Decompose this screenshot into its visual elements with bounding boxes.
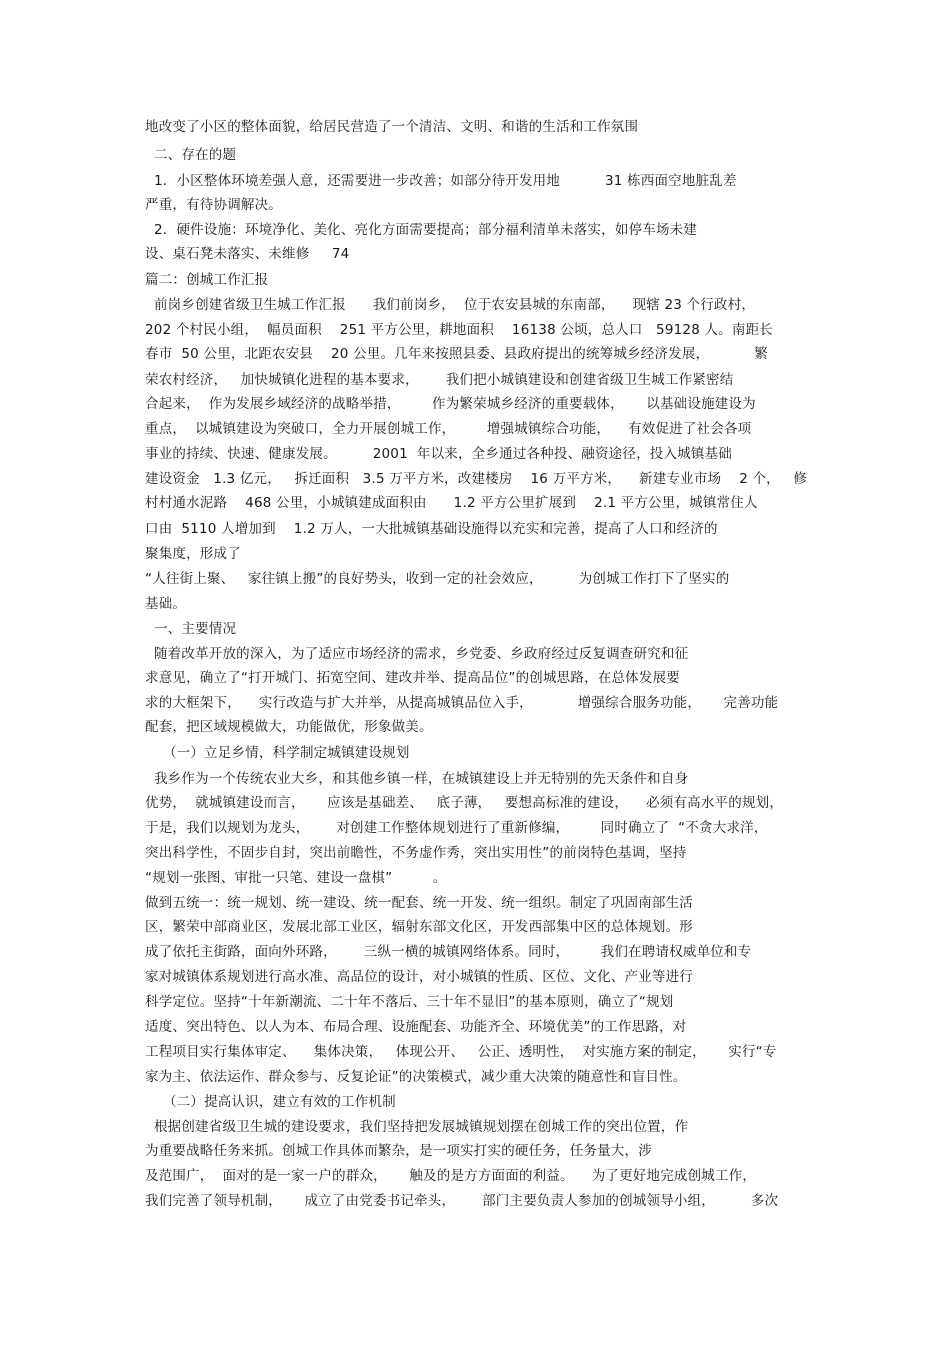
section-heading: 篇二：创城工作汇报 <box>145 272 269 288</box>
text-line: 重点， 以城镇建设为突破口，全力开展创城工作， 增强城镇综合功能， 有效促进了社会各项 <box>145 421 752 437</box>
text-line: 为重要战略任务来抓。创城工作具体而繁杂，是一项实打实的硬任务，任务量大，涉 <box>145 1143 652 1159</box>
text-line: 我们完善了领导机制， 成立了由党委书记牵头， 部门主要负责人参加的创城领导小组， 多次 <box>145 1193 779 1209</box>
text-line: 优势， 就城镇建设而言， 应该是基础差、 底子薄， 要想高标准的建设， 必须有高水平的规划， <box>145 795 784 811</box>
text-line: 设、桌石凳未落实、未维修 74 <box>145 246 350 262</box>
text-line: 1．小区整体环境差强人意，还需要进一步改善；如部分待开发用地 31 栋西面空地脏乱差 <box>145 173 737 189</box>
text-line: 严重，有待协调解决。 <box>145 197 282 213</box>
text-line: 及范围广， 面对的是一家一户的群众， 触及的是方方面面的利益。 为了更好地完成创城工作， <box>145 1168 757 1184</box>
text-line: 荣农村经济， 加快城镇化进程的基本要求， 我们把小城镇建设和创建省级卫生城工作紧密结 <box>145 372 734 388</box>
text-line: 202 个村民小组， 幅员面积 251 平方公里，耕地面积 16138 公顷，总人口 59128 人。南距长 <box>145 322 773 338</box>
text-line: 适度、突出特色、以人为本、布局合理、设施配套、功能齐全、环境优美”的工作思路，对 <box>145 1019 687 1035</box>
text-line: 配套，把区域规模做大，功能做优，形象做美。 <box>145 719 433 735</box>
text-line: 基础。 <box>145 596 187 612</box>
text-line: 我乡作为一个传统农业大乡，和其他乡镇一样，在城镇建设上并无特别的先天条件和自身 <box>145 771 689 787</box>
text-line: 突出科学性，不固步自封，突出前瞻性，不务虚作秀，突出实用性”的前岗特色基调，坚持 <box>145 845 687 861</box>
text-line: 聚集度，形成了 <box>145 546 241 562</box>
text-line: 地改变了小区的整体面貌，给居民营造了一个清洁、文明、和谐的生活和工作氛围 <box>145 119 639 135</box>
text-line: 建设资金 1.3 亿元， 拆迁面积 3.5 万平方米，改建楼房 16 万平方米， 新建专业市场 2 个， 修 <box>145 471 808 487</box>
text-line: “规划一张图、审批一只笔、建设一盘棋” 。 <box>145 870 447 886</box>
text-line: 于是，我们以规划为龙头， 对创建工作整体规划进行了重新修编， 同时确立了 “不贪大求洋， <box>145 820 768 836</box>
text-line: 前岗乡创建省级卫生城工作汇报 我们前岗乡， 位于农安县城的东南部， 现辖 23 个行政村， <box>145 297 756 313</box>
text-line: 求意见，确立了“打开城门、拓宽空间、建改并举、提高品位”的创城思路，在总体发展要 <box>145 670 680 686</box>
section-heading: 一、主要情况 <box>145 621 237 637</box>
text-line: 事业的持续、快速、健康发展。 2001 年以来，全乡通过各种投、融资途径，投入城镇基础 <box>145 446 732 462</box>
text-line: 成了依托主街路，面向外环路， 三纵一横的城镇网络体系。同时， 我们在聘请权威单位和专 <box>145 944 752 960</box>
text-line: 随着改革开放的深入，为了适应市场经济的需求，乡党委、乡政府经过反复调查研究和征 <box>145 646 689 662</box>
text-line: 工程项目实行集体审定、 集体决策， 体现公开、 公正、透明性， 对实施方案的制定， 实行“专 <box>145 1044 777 1060</box>
text-line: 合起来， 作为发展乡域经济的战略举措， 作为繁荣城乡经济的重要载体， 以基础设施建设为 <box>145 396 756 412</box>
subsection-heading: （二）提高认识，建立有效的工作机制 <box>145 1094 396 1110</box>
subsection-heading: （一）立足乡情，科学制定城镇建设规划 <box>145 745 410 761</box>
text-line: 家为主、依法运作、群众参与、反复论证”的决策模式，减少重大决策的随意性和盲目性。 <box>145 1069 687 1085</box>
text-line: 科学定位。坚持“十年新潮流、二十年不落后、三十年不显旧”的基本原则，确立了“规划 <box>145 994 674 1010</box>
text-line: “人往街上聚、 家往镇上搬”的良好势头，收到一定的社会效应， 为创城工作打下了坚实的 <box>145 571 730 587</box>
text-line: 根据创建省级卫生城的建设要求，我们坚持把发展城镇规划摆在创城工作的突出位置，作 <box>145 1119 689 1135</box>
text-line: 2．硬件设施：环境净化、美化、亮化方面需要提高；部分福利清单未落实，如停车场未建 <box>145 222 698 238</box>
text-line: 口由 5110 人增加到 1.2 万人，一大批城镇基础设施得以充实和完善，提高了人口和经济的 <box>145 521 718 537</box>
section-heading: 二、存在的题 <box>145 147 237 163</box>
text-line: 区，繁荣中部商业区，发展北部工业区，辐射东部文化区，开发西部集中区的总体规划。形 <box>145 919 693 935</box>
text-line: 求的大框架下， 实行改造与扩大并举，从提高城镇品位入手， 增强综合服务功能， 完善功能 <box>145 695 779 711</box>
text-line: 春市 50 公里，北距农安县 20 公里。几年来按照县委、县政府提出的统筹城乡经济发展， 繁 <box>145 346 768 362</box>
text-line: 做到五统一：统一规划、统一建设、统一配套、统一开发、统一组织。制定了巩固南部生活 <box>145 895 693 911</box>
text-line: 家对城镇体系规划进行高水准、高品位的设计，对小城镇的性质、区位、文化、产业等进行 <box>145 969 693 985</box>
text-line: 村村通水泥路 468 公里，小城镇建成面积由 1.2 平方公里扩展到 2.1 平方公里，城镇常住人 <box>145 495 758 511</box>
